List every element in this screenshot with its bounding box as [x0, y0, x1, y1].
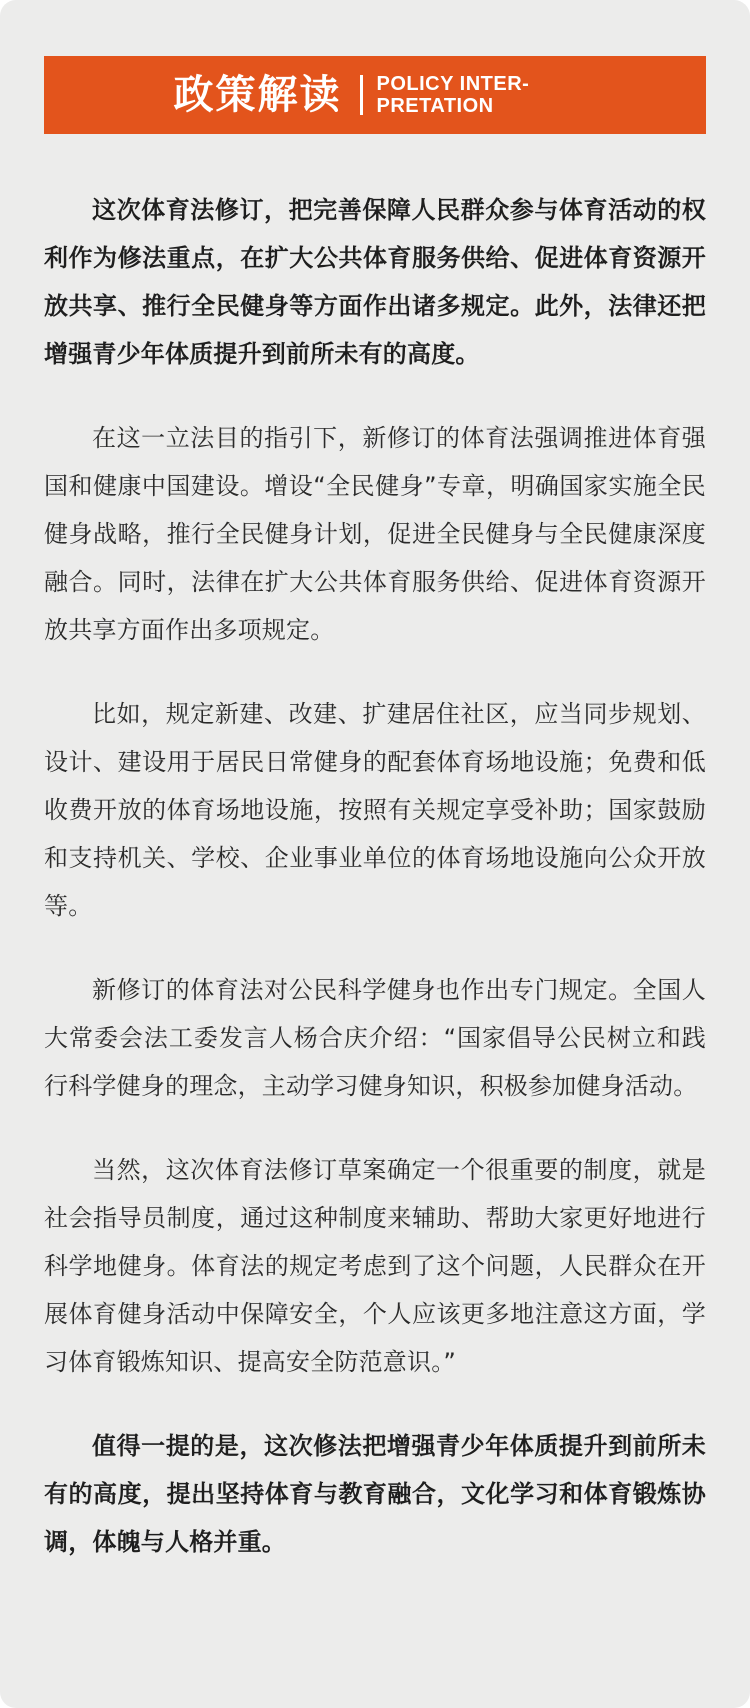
article-body [44, 186, 706, 1602]
section-banner [44, 56, 706, 134]
paragraph-4: 新修订的体育法对公民科学健身也作出专门规定。全国人大常委会法工委发言人杨合庆介绍：“国家倡导公民树立和践行科学健身的理念，主动学习健身知识，积极参加健身活动。 [44, 976, 706, 1100]
paragraph-6: 值得一提的是，这次修法把增强青少年体质提升到前所未有的高度，提出坚持体育与教育融合，文化学习和体育锻炼协调，体魄与人格并重。 [44, 1432, 706, 1556]
paragraph-3: 比如，规定新建、改建、扩建居住社区，应当同步规划、设计、建设用于居民日常健身的配套体育场地设施；免费和低收费开放的体育场地设施，按照有关规定享受补助；国家鼓励和支持机关、学校、企业事业单位的体育场地设施向公众开放等。 [44, 700, 706, 920]
paragraph-1: 这次体育法修订，把完善保障人民群众参与体育活动的权利作为修法重点，在扩大公共体育服务供给、促进体育资源开放共享、推行全民健身等方面作出诸多规定。此外，法律还把增强青少年体质提升到前所未有的高度。 [44, 196, 706, 368]
banner-title-cn: 政策解读 [173, 72, 342, 118]
banner-title-en: POLICY INTER-PRETATION [376, 73, 530, 117]
paragraph-2: 在这一立法目的指引下，新修订的体育法强调推进体育强国和健康中国建设。增设“全民健身”专章，明确国家实施全民健身战略，推行全民健身计划，促进全民健身与全民健康深度融合。同时，法律在扩大公共体育服务供给、促进体育资源开放共享方面作出多项规定。 [44, 424, 706, 644]
banner-divider [360, 75, 363, 115]
paragraph-5: 当然，这次体育法修订草案确定一个很重要的制度，就是社会指导员制度，通过这种制度来辅助、帮助大家更好地进行科学地健身。体育法的规定考虑到了这个问题，人民群众在开展体育健身活动中保障安全，个人应该更多地注意这方面，学习体育锻炼知识、提高安全防范意识。” [44, 1156, 706, 1376]
